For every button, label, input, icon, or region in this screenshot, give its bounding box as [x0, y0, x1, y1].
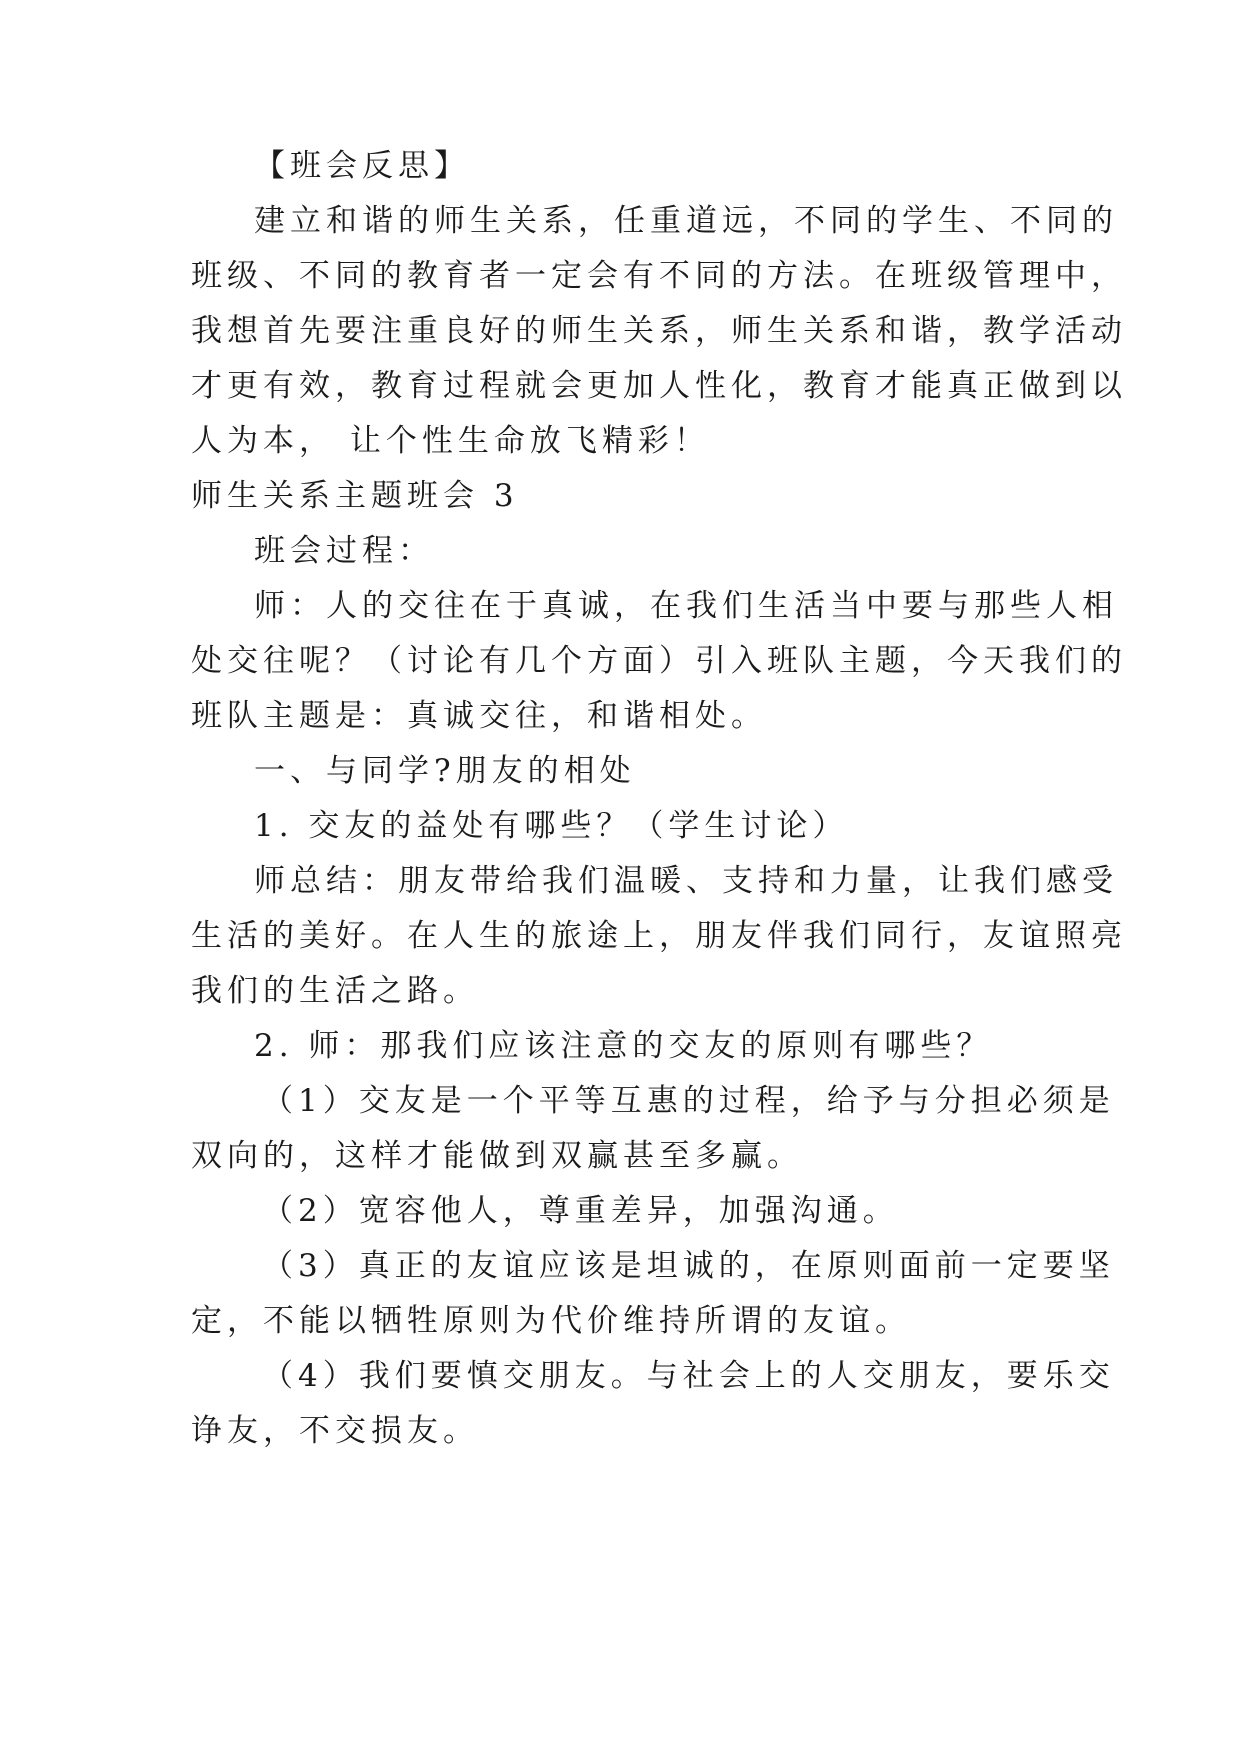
paragraph-line: 生活的美好。在人生的旅途上，朋友伴我们同行，友谊照亮 — [191, 918, 1127, 954]
paragraph-line: 我们的生活之路。 — [191, 973, 479, 1009]
paragraph-line: 师：人的交往在于真诚，在我们生活当中要与那些人相 — [254, 588, 1118, 624]
paragraph-line: 班级、不同的教育者一定会有不同的方法。在班级管理中， — [191, 258, 1127, 294]
paragraph-line: 双向的，这样才能做到双赢甚至多赢。 — [191, 1138, 803, 1174]
paragraph-line: 定，不能以牺牲原则为代价维持所谓的友谊。 — [191, 1303, 911, 1339]
document-section-title: 师生关系主题班会 3 — [191, 478, 519, 514]
list-item: （2）宽容他人，尊重差异，加强沟通。 — [262, 1193, 899, 1229]
subsection-heading: 一、与同学?朋友的相处 — [254, 753, 636, 789]
paragraph-line: 我想首先要注重良好的师生关系，师生关系和谐，教学活动 — [191, 313, 1127, 349]
paragraph-line: 人为本， 让个性生命放飞精彩！ — [191, 423, 710, 459]
section-heading-reflection: 【班会反思】 — [254, 148, 470, 184]
paragraph-line: 班会过程： — [254, 533, 434, 569]
paragraph-line: 班队主题是：真诚交往，和谐相处。 — [191, 698, 767, 734]
list-item: （4）我们要慎交朋友。与社会上的人交朋友，要乐交 — [262, 1358, 1115, 1394]
paragraph-line: 师总结：朋友带给我们温暖、支持和力量，让我们感受 — [254, 863, 1118, 899]
paragraph-line: 诤友，不交损友。 — [191, 1413, 479, 1449]
numbered-item: 2. 师：那我们应该注意的交友的原则有哪些？ — [254, 1028, 993, 1064]
paragraph-line: 建立和谐的师生关系，任重道远，不同的学生、不同的 — [254, 203, 1118, 239]
list-item: （3）真正的友谊应该是坦诚的，在原则面前一定要坚 — [262, 1248, 1115, 1284]
numbered-item: 1. 交友的益处有哪些？（学生讨论） — [254, 808, 849, 844]
list-item: （1）交友是一个平等互惠的过程，给予与分担必须是 — [262, 1083, 1115, 1119]
paragraph-line: 才更有效，教育过程就会更加人性化，教育才能真正做到以 — [191, 368, 1127, 404]
paragraph-line: 处交往呢？（讨论有几个方面）引入班队主题，今天我们的 — [191, 643, 1127, 679]
